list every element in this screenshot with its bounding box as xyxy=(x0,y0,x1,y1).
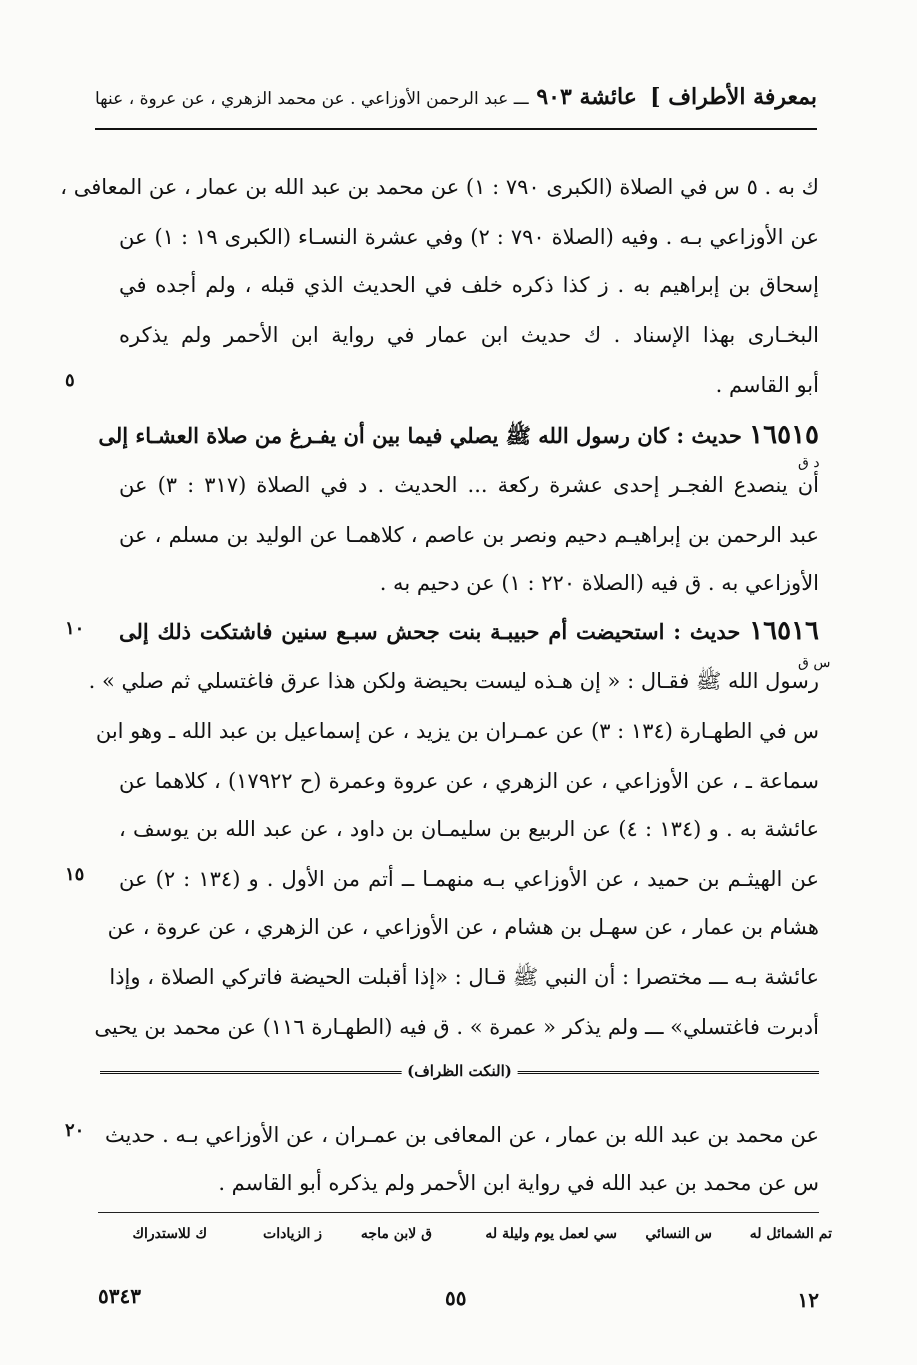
legend-item: س النسائي xyxy=(645,1226,712,1242)
body-line: عن الأوزاعي بـه . وفيه (الصلاة ٧٩٠ : ٢) وفي عشرة النسـاء (الكبرى ١٩ : ١) عن xyxy=(119,225,820,249)
margin-line-number: ١٥ xyxy=(65,864,85,885)
page-code: ٥٣٤٣ xyxy=(98,1284,141,1308)
hadith-16515-line xyxy=(98,418,819,453)
body-line: ك به . ٥ س في الصلاة (الكبرى ٧٩٠ : ١) عن محمد بن عبد الله بن عمار ، عن المعافى ، xyxy=(60,175,819,199)
margin-line-number: ٥ xyxy=(65,370,75,391)
nukat-divider xyxy=(100,1062,819,1084)
hadith-16515-text: حديث : كان رسول الله ﷺ يصلي فيما بين أن يفـرغ من صلاة العشـاء إلى xyxy=(98,423,742,448)
legend-item: ك للاستدراك xyxy=(132,1226,207,1242)
running-header xyxy=(95,80,817,120)
hadith-16516-text: حديث : استحيضت أم حبيبـة بنت جحش سبـع سنين فاشتكت ذلك إلى xyxy=(119,619,741,644)
divider-label: (النكت الظراف) xyxy=(401,1062,518,1080)
divider-label-text: النكت الظراف xyxy=(414,1062,505,1080)
volume-page-number: ١٢ xyxy=(797,1288,819,1312)
body-line: الأوزاعي به . ق فيه (الصلاة ٢٢٠ : ١) عن دحيم به . xyxy=(379,571,819,595)
body-line: أن ينصدع الفجـر إحدى عشرة ركعة ... الحديث . د في الصلاة (٣١٧ : ٣) عن xyxy=(119,473,819,497)
margin-line-number: ٢٠ xyxy=(65,1120,85,1141)
body-line: إسحاق بن إبراهيم به . ز كذا ذكره خلف في الحديث الذي قبله ، ولم أجده في xyxy=(119,273,819,297)
body-line: عائشة به . و (١٣٤ : ٤) عن الربيع بن سليمـان بن داود ، عن عبد الله بن يوسف ، xyxy=(119,817,819,841)
header-rule xyxy=(95,128,817,130)
legend-item: ز الزيادات xyxy=(263,1226,322,1242)
margin-line-number: ١٠ xyxy=(65,618,85,639)
nukat-line: عن محمد بن عبد الله بن عمار ، عن المعافى بن عمـران ، عن الأوزاعي بـه . حديث xyxy=(104,1123,819,1147)
symbol-legend xyxy=(90,1226,832,1256)
body-line: أبو القاسم . xyxy=(715,373,819,397)
body-line: البخـارى بهذا الإسناد . ك حديث ابن عمار في رواية ابن الأحمر ولم يذكره xyxy=(119,323,819,347)
hadith-number: ١٦٥١٦ xyxy=(749,616,820,646)
body-line: سماعة ـ ، عن الأوزاعي ، عن الزهري ، عن عروة وعمرة (ح ١٧٩٢٢) ، كلاهما عن xyxy=(119,769,819,793)
footer-rule xyxy=(98,1212,819,1213)
body-line: أدبرت فاغتسلي» ـــ ولم يذكر « عمرة » . ق فيه (الطهـارة ١١٦) عن محمد بن يحيى xyxy=(94,1015,819,1039)
body-line: عبد الرحمن بن إبراهيـم دحيم ونصر بن عاصم ، كلاهمـا عن الوليد بن مسلم ، عن xyxy=(119,523,819,547)
header-title: بمعرفة الأطراف ] xyxy=(650,84,817,110)
body-line: هشام بن عمار ، عن سهـل بن هشام ، عن الأوزاعي ، عن الزهري ، عن عروة ، عن xyxy=(107,915,819,939)
header-chain-text: ـــ عبد الرحمن الأوزاعي . عن محمد الزهري ، عن عروة ، عنها xyxy=(95,89,529,109)
legend-item: ق لابن ماجه xyxy=(360,1226,432,1242)
body-line: عن الهيثـم بن حميد ، عن الأوزاعي بـه منهمـا ــ أتم من الأول . و (١٣٤ : ٢) عن xyxy=(119,867,819,891)
body-line: رسول الله ﷺ فقـال : « إن هـذه ليست بحيضة ولكن هذا عرق فاغتسلي ثم صلي » . xyxy=(88,669,819,693)
nukat-line: س عن محمد بن عبد الله في رواية ابن الأحمر ولم يذكره أبو القاسم . xyxy=(218,1171,819,1195)
body-line: عائشة بـه ـــ مختصرا : أن النبي ﷺ قـال : «إذا أقبلت الحيضة فاتركي الصلاة ، وإذا xyxy=(109,965,819,989)
margin-symbol: د ق xyxy=(798,455,820,471)
hadith-number: ١٦٥١٥ xyxy=(749,420,819,450)
header-chain xyxy=(95,84,637,110)
body-line: س في الطهـارة (١٣٤ : ٣) عن عمـران بن يزيد ، عن إسماعيل بن عبد الله ـ وهو ابن xyxy=(95,719,819,743)
legend-item: تم الشمائل له xyxy=(749,1226,832,1242)
page-number: ٥٥ xyxy=(445,1286,467,1310)
legend-item: سي لعمل يوم وليلة له xyxy=(485,1226,617,1242)
margin-symbol: س ق xyxy=(798,655,831,671)
header-hadith-ref: عائشة ٩٠٣ xyxy=(536,84,637,110)
hadith-16516-line xyxy=(119,614,819,649)
